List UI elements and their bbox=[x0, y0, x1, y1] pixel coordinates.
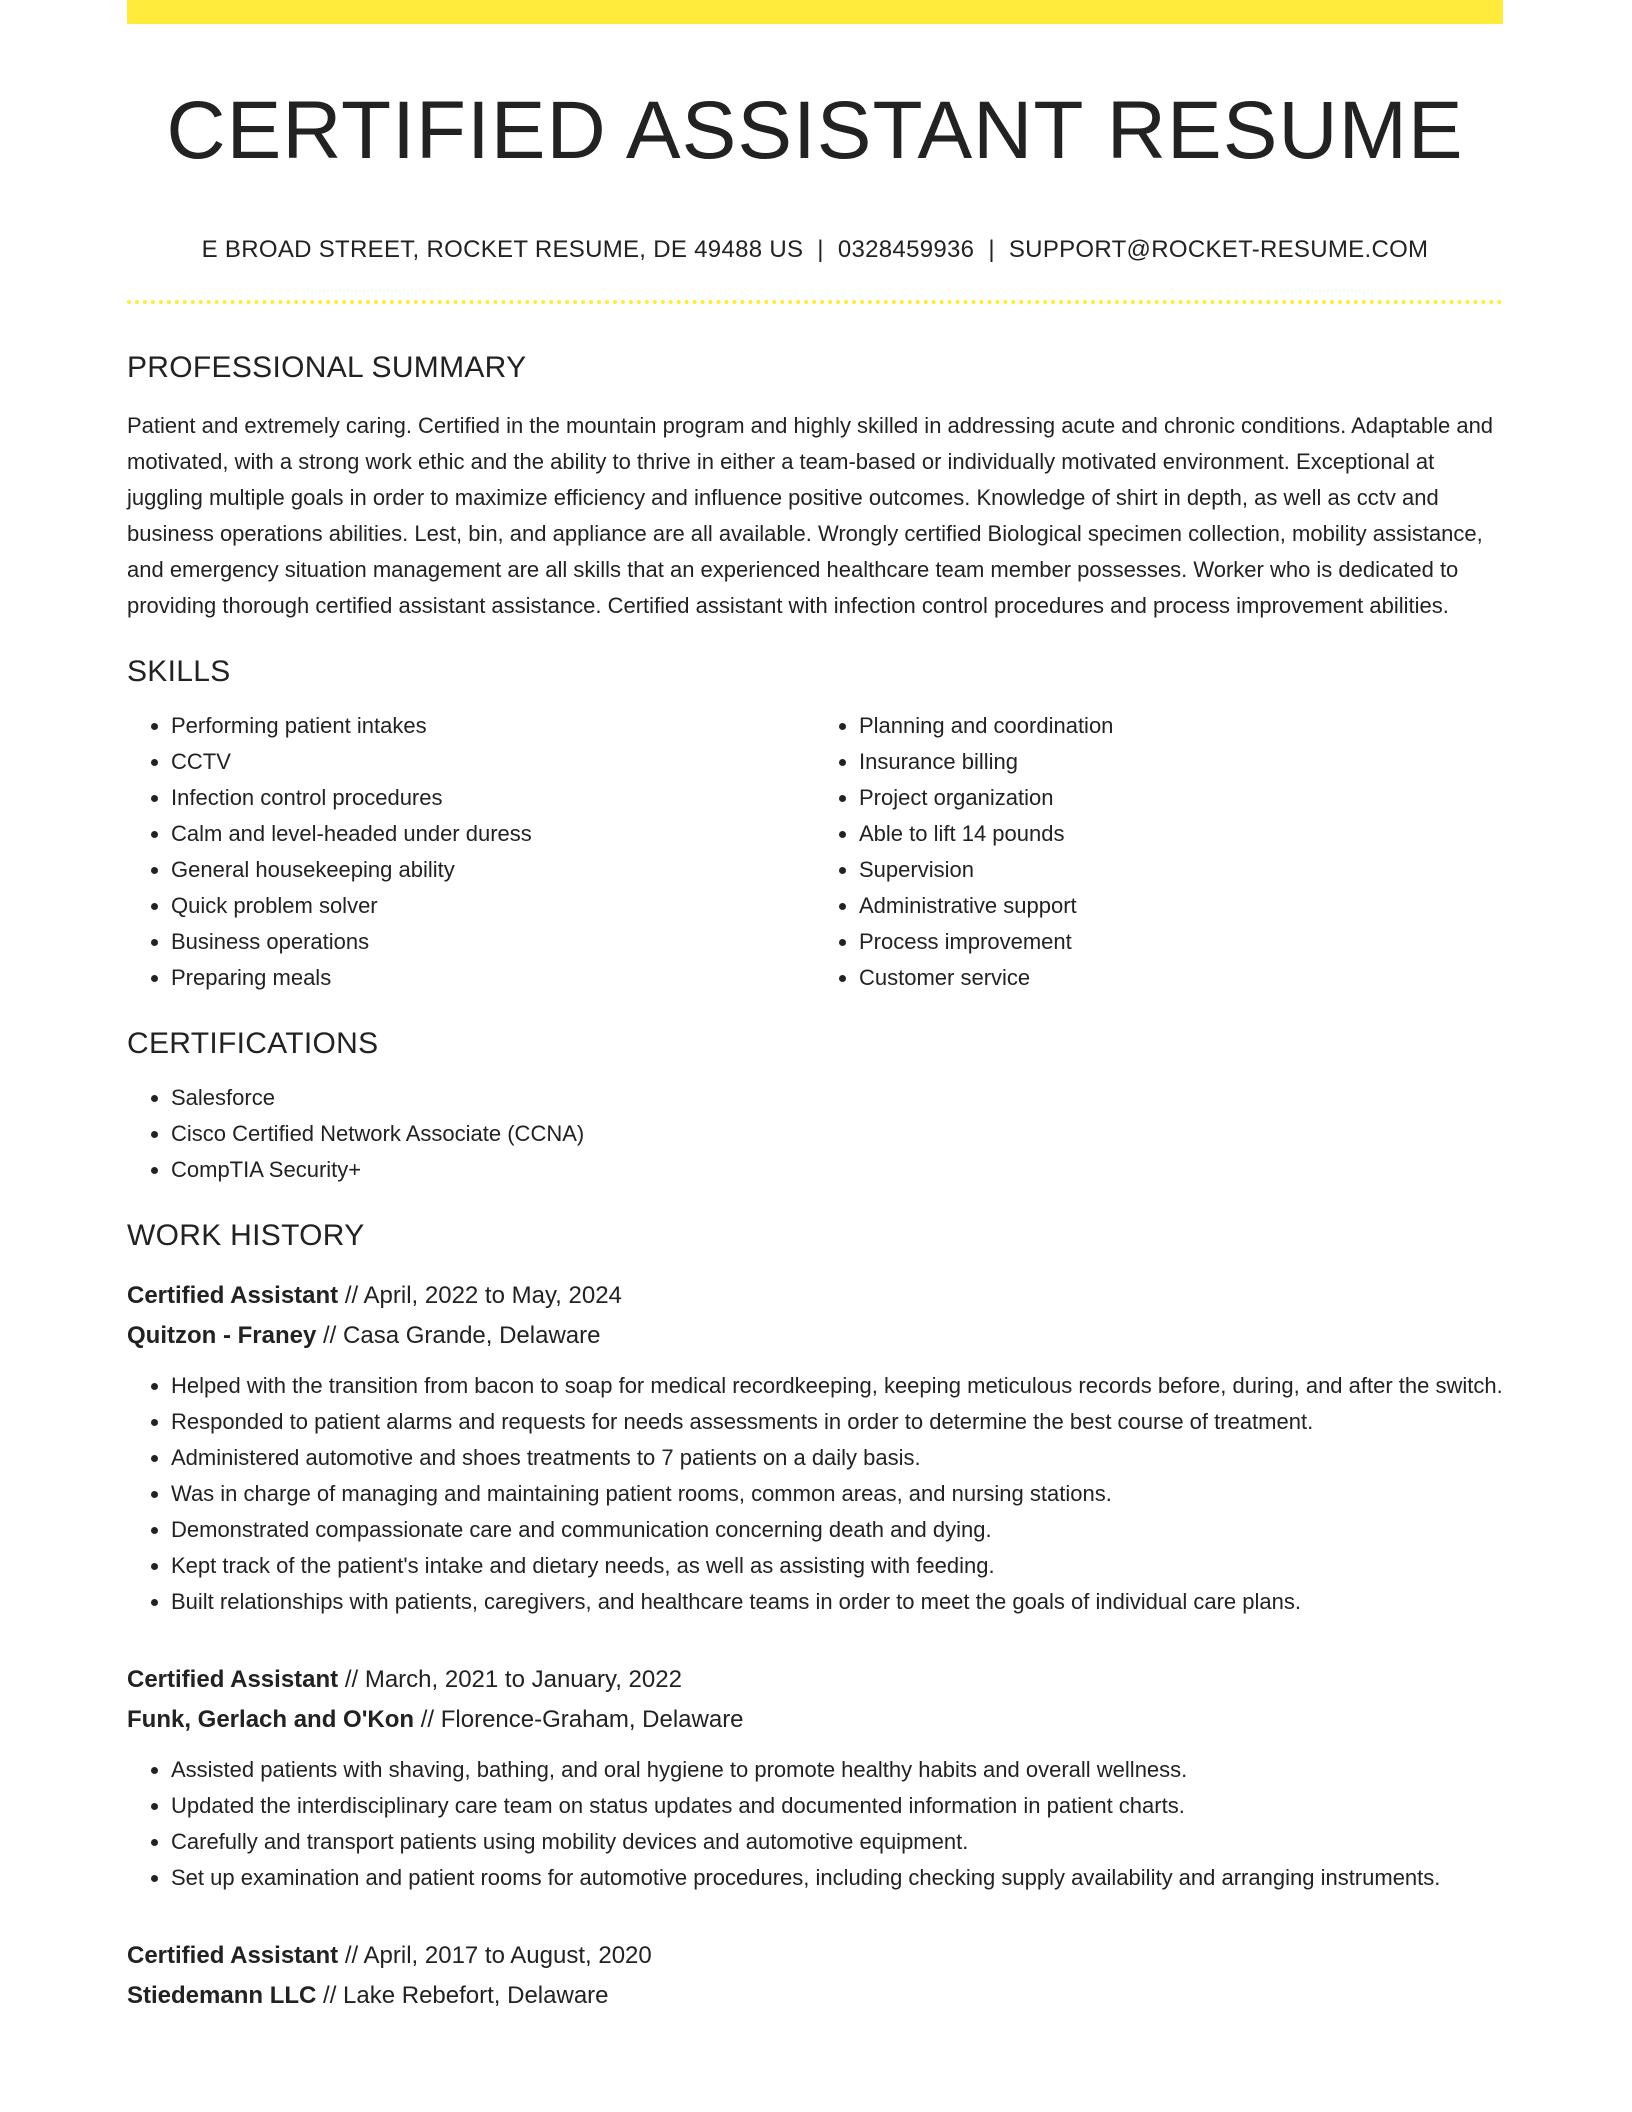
skill-item: • Customer service bbox=[859, 960, 1503, 996]
skill-item: • Preparing meals bbox=[171, 960, 815, 996]
job-bullet: • Kept track of the patient's intake and dietary needs, as well as assisting with feeding. bbox=[171, 1548, 1503, 1584]
resume-title: CERTIFIED ASSISTANT RESUME bbox=[166, 85, 1464, 176]
dotted-divider bbox=[127, 300, 1503, 304]
contact-address: E BROAD STREET, ROCKET RESUME, DE 49488 US bbox=[201, 236, 804, 264]
skill-item: • Planning and coordination bbox=[859, 708, 1503, 744]
skills-section bbox=[127, 654, 1503, 996]
job-company: Stiedemann LLC bbox=[127, 1982, 317, 2010]
job-title-line bbox=[127, 1936, 1503, 1976]
skills-list-right bbox=[815, 708, 1503, 996]
contact-email: SUPPORT@ROCKET-RESUME.COM bbox=[1008, 236, 1429, 264]
skill-item: • General housekeeping ability bbox=[171, 852, 815, 888]
skill-item: • Administrative support bbox=[859, 888, 1503, 924]
professional-summary-section bbox=[127, 350, 1503, 624]
certifications-section bbox=[127, 1026, 1503, 1188]
skill-item: • CCTV bbox=[171, 744, 815, 780]
job-company-line bbox=[127, 1976, 1503, 2016]
job-bullet: • Carefully and transport patients using mobility devices and automotive equipment. bbox=[171, 1824, 1503, 1860]
job-entry bbox=[127, 1936, 1503, 2016]
work-history-section bbox=[127, 1218, 1503, 2016]
skill-item: • Business operations bbox=[171, 924, 815, 960]
certification-item: • Cisco Certified Network Associate (CCNA) bbox=[171, 1116, 1503, 1152]
job-bullets bbox=[127, 1752, 1503, 1896]
job-bullets bbox=[127, 1368, 1503, 1620]
contact-phone: 0328459936 bbox=[837, 236, 975, 264]
skill-item: • Quick problem solver bbox=[171, 888, 815, 924]
job-title: Certified Assistant bbox=[127, 1666, 339, 1694]
job-company-line bbox=[127, 1316, 1503, 1356]
job-title: Certified Assistant bbox=[127, 1282, 339, 1310]
job-location: // Florence-Graham, Delaware bbox=[414, 1706, 744, 1734]
skills-columns bbox=[127, 708, 1503, 996]
skill-item: • Performing patient intakes bbox=[171, 708, 815, 744]
accent-top-bar bbox=[127, 0, 1503, 24]
job-title-line bbox=[127, 1276, 1503, 1316]
certifications-list bbox=[127, 1080, 1503, 1188]
section-heading: SKILLS bbox=[127, 655, 231, 689]
job-dates: // April, 2017 to August, 2020 bbox=[338, 1942, 652, 1970]
job-bullet: • Assisted patients with shaving, bathing, and oral hygiene to promote healthy habits and overall wellness. bbox=[171, 1752, 1503, 1788]
job-bullet: • Helped with the transition from bacon to soap for medical recordkeeping, keeping meticulous records before, during, and after the switch. bbox=[171, 1368, 1503, 1404]
job-company: Funk, Gerlach and O'Kon bbox=[127, 1706, 415, 1734]
contact-separator: | bbox=[817, 236, 824, 264]
skill-item: • Project organization bbox=[859, 780, 1503, 816]
job-bullet: • Set up examination and patient rooms for automotive procedures, including checking supply availability and arranging instruments. bbox=[171, 1860, 1503, 1896]
job-title: Certified Assistant bbox=[127, 1942, 339, 1970]
job-bullet: • Demonstrated compassionate care and communication concerning death and dying. bbox=[171, 1512, 1503, 1548]
job-bullet: • Responded to patient alarms and requests for needs assessments in order to determine the best course of treatment. bbox=[171, 1404, 1503, 1440]
job-location: // Lake Rebefort, Delaware bbox=[316, 1982, 609, 2010]
skill-item: • Supervision bbox=[859, 852, 1503, 888]
job-bullet: • Built relationships with patients, caregivers, and healthcare teams in order to meet the goals of individual care plans. bbox=[171, 1584, 1503, 1620]
job-entry bbox=[127, 1660, 1503, 1896]
summary-text: Patient and extremely caring. Certified in the mountain program and highly skilled in addressing acute and chronic conditions. Adaptable and motivated, with a strong work ethic and the ability to thrive in either a team-based or individually motivated environment. Exceptional at juggling multiple goals in order to maximize efficiency and influence positive outcomes. Knowledge of shirt in depth, as well as cctv and business operations abilities. Lest, bin, and appliance are all available. Wrongly certified Biological specimen collection, mobility assistance, and emergency situation management are all skills that an experienced healthcare team member possesses. Worker who is dedicated to providing thorough certified assistant assistance. Certified assistant with infection control procedures and process improvement abilities. bbox=[127, 413, 1494, 619]
skills-list-left bbox=[127, 708, 815, 996]
job-bullet: • Was in charge of managing and maintaining patient rooms, common areas, and nursing stations. bbox=[171, 1476, 1503, 1512]
job-title-line bbox=[127, 1660, 1503, 1700]
job-bullet: • Updated the interdisciplinary care team on status updates and documented information in patient charts. bbox=[171, 1788, 1503, 1824]
skill-item: • Insurance billing bbox=[859, 744, 1503, 780]
contact-line bbox=[127, 236, 1503, 264]
skill-item: • Infection control procedures bbox=[171, 780, 815, 816]
contact-separator: | bbox=[988, 236, 995, 264]
job-company-line bbox=[127, 1700, 1503, 1740]
section-heading: WORK HISTORY bbox=[127, 1219, 365, 1253]
section-heading: PROFESSIONAL SUMMARY bbox=[127, 351, 527, 385]
job-dates: // March, 2021 to January, 2022 bbox=[338, 1666, 682, 1694]
certification-item: • Salesforce bbox=[171, 1080, 1503, 1116]
job-dates: // April, 2022 to May, 2024 bbox=[338, 1282, 622, 1310]
job-bullet: • Administered automotive and shoes treatments to 7 patients on a daily basis. bbox=[171, 1440, 1503, 1476]
job-location: // Casa Grande, Delaware bbox=[316, 1322, 601, 1350]
skill-item: • Process improvement bbox=[859, 924, 1503, 960]
skill-item: • Able to lift 14 pounds bbox=[859, 816, 1503, 852]
resume-page bbox=[127, 0, 1503, 2016]
job-company: Quitzon - Franey bbox=[127, 1322, 317, 1350]
certification-item: • CompTIA Security+ bbox=[171, 1152, 1503, 1188]
section-heading: CERTIFICATIONS bbox=[127, 1027, 379, 1061]
skill-item: • Calm and level-headed under duress bbox=[171, 816, 815, 852]
job-entry bbox=[127, 1276, 1503, 1620]
